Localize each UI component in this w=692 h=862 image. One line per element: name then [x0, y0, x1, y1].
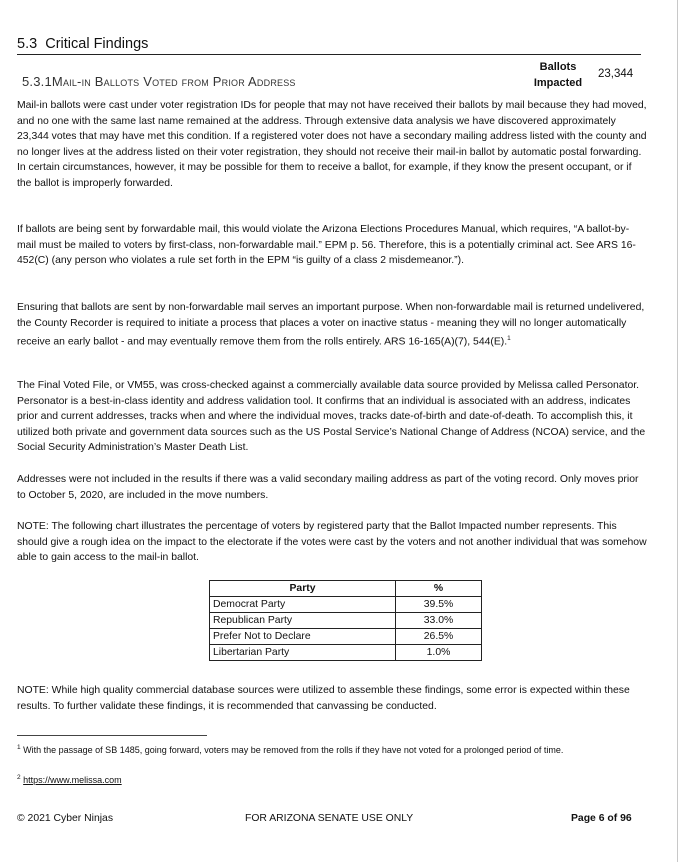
- party-percent: 1.0%: [396, 645, 482, 661]
- party-percent: 39.5%: [396, 597, 482, 613]
- footnote-1: [17, 741, 647, 757]
- ballots-impacted-label: [528, 59, 588, 91]
- party-name: Democrat Party: [210, 597, 396, 613]
- page-edge-rule: [677, 0, 678, 862]
- paragraph-addresses: Addresses were not included in the results if there was a valid secondary mailing address as part of the voting record. Only moves prior to October 5, 2020, are included in the move numbers.: [17, 474, 639, 501]
- footer-restriction: FOR ARIZONA SENATE USE ONLY: [245, 813, 414, 824]
- subsection-title: Mail-in Ballots Voted from Prior Address: [51, 74, 296, 89]
- ballots-label-line2: Impacted: [533, 77, 583, 89]
- section-divider: [17, 54, 641, 55]
- table-row: [210, 597, 482, 613]
- footnote-divider: [17, 735, 207, 736]
- party-name: Republican Party: [210, 613, 396, 629]
- subsection-number: 5.3.1: [22, 74, 52, 89]
- ballots-label-line1: Ballots: [539, 61, 577, 73]
- melissa-link[interactable]: https://www.melissa.com: [23, 775, 122, 785]
- paragraph-chart-note: NOTE: The following chart illustrates the percentage of voters by registered party that the Ballot Impacted number represents. This should give a rough idea on the impact to the electorate if the votes were cast by the voters and not another individual that was somehow able to gain access to the mail-in ballot.: [17, 521, 647, 562]
- paragraph-mail-in: Mail-in ballots were cast under voter registration IDs for people that may not have received their ballots by mail because they had moved, and no one with the same last name remained at the address. Through extensive data analysis we have discovered approximately 23,344 votes that may have met this condition. If a registered voter does not have a secondary mailing address listed with the county and no longer lives at the address listed on their voter registration, they should not receive their mail-in ballot by automatic postal forwarding. In certain circumstances, however, it may be possible for them to receive a ballot, for example, if they know the present occupant, or if the ballot is improperly forwarded.: [17, 100, 647, 189]
- footnote-1-text: With the passage of SB 1485, going forward, voters may be removed from the rolls if they have not voted for a prolonged period of time.: [23, 745, 564, 755]
- table-row: [210, 613, 482, 629]
- table-row: [210, 645, 482, 661]
- section-title: Critical Findings: [45, 36, 149, 52]
- paragraph-non-forwardable-text: Ensuring that ballots are sent by non-forwardable mail serves an important purpose. When non-forwardable mail is returned undelivered, the County Recorder is required to initiate a process that places a voter on inactive status - meaning they will no longer automatically receive an early ballot - and may eventually remove them from the rolls entirely. ARS 16-165(A)(7), 544(E).: [17, 302, 645, 348]
- party-name: Prefer Not to Declare: [210, 629, 396, 645]
- footnote-ref-1: 1: [507, 335, 511, 343]
- paragraph-error-note: NOTE: While high quality commercial database sources were utilized to assemble these findings, some error is expected within these results. To further validate these findings, it is recommended that canvassing be conducted.: [17, 685, 630, 712]
- footnote-2: [17, 771, 647, 787]
- table-header-party: Party: [210, 581, 396, 597]
- party-percent: 33.0%: [396, 613, 482, 629]
- paragraph-non-forwardable: [17, 300, 647, 350]
- paragraph-final-voted-file: The Final Voted File, or VM55, was cross-checked against a commercially available data source provided by Melissa called Personator. Personator is a best-in-class identity and address validation tool. It confirms that an individual is associated with an address, indicates prior and current addresses, tracks when and where the individual moves, tracks date-of-birth and date-of-death. To accomplish this, it utilized both private and government data sources such as the US Postal Service’s National Change of Address (NCOA) service, and the Social Security Administration’s Master Death List.: [17, 380, 646, 454]
- section-number: 5.3: [17, 36, 38, 52]
- party-percent: 26.5%: [396, 629, 482, 645]
- table-row: [210, 629, 482, 645]
- footer-copyright: © 2021 Cyber Ninjas: [17, 813, 114, 824]
- subsection-heading: [22, 74, 296, 89]
- section-heading: [17, 36, 148, 52]
- footnote-2-number: 2: [17, 774, 21, 781]
- table-header-row: [210, 581, 482, 597]
- footnote-1-number: 1: [17, 744, 21, 751]
- paragraph-epm: If ballots are being sent by forwardable mail, this would violate the Arizona Elections Procedures Manual, which requires, “A ballot-by-mail must be mailed to voters by first-class, non-forwardable mail.” EPM p. 56. Therefore, this is a potentially criminal act. See ARS 16-452(C) (any person who violates a rule set forth in the EPM “is guilty of a class 2 misdemeanor.”).: [17, 224, 636, 267]
- ballots-impacted-value: 23,344: [598, 68, 634, 80]
- party-name: Libertarian Party: [210, 645, 396, 661]
- table-header-percent: %: [396, 581, 482, 597]
- party-table: [209, 580, 482, 661]
- footer-page-number: Page 6 of 96: [571, 813, 632, 824]
